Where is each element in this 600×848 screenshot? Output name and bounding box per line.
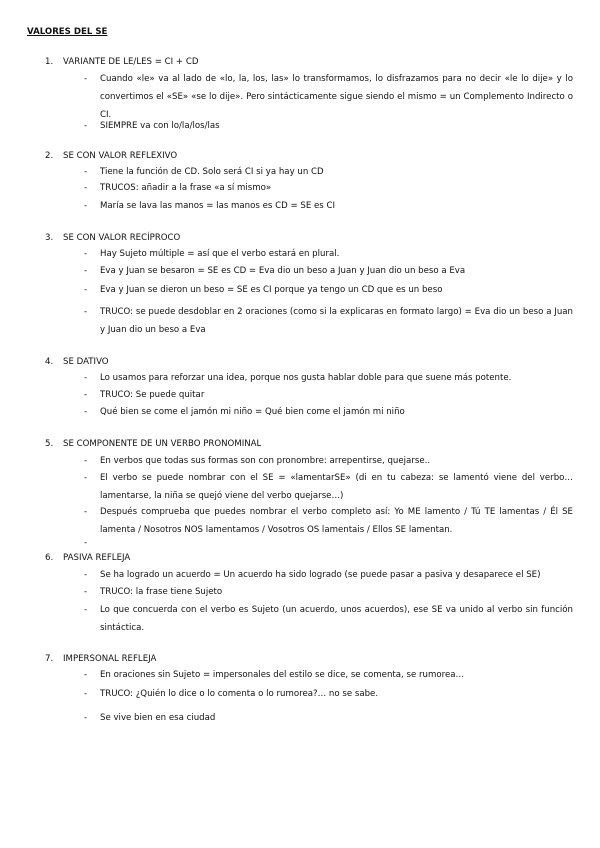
section-title: PASIVA REFLEJA [63,553,131,563]
list-item-text [100,537,573,549]
list-item-text: María se lava las manos = las manos es CD = SE es CI [100,201,336,211]
list-item-text: Cuando «le» va al lado de «lo, la, los, las» lo transformamos, lo disfrazamos para no decir «le lo dije» y lo convertimos el «SE» «se lo dije». Pero sintácticamente sigue siendo el mismo = un Complemento Indirecto o CI. [100,74,573,120]
list-item [84,669,573,681]
list-item [84,604,573,637]
list-item-text: Eva y Juan se dieron un beso = SE es CI porque ya tengo un CD que es un beso [100,285,443,295]
section-heading-6 [45,552,130,564]
list-item [84,248,573,260]
list-item-text: TRUCOS: añadir a la frase «a sí mismo» [100,183,272,193]
list-item [84,120,573,132]
bullet-dash: - [84,373,88,383]
list-item-text: Tiene la función de CD. Solo será CI si ya hay un CD [100,167,324,177]
section-title: SE CON VALOR REFLEXIVO [63,151,178,161]
list-item [84,306,573,339]
bullet-dash: - [84,507,88,517]
section-number: 7. [45,654,54,664]
section-heading-7 [45,653,156,665]
document-title: VALORES DEL SE [27,27,108,37]
section-heading-5 [45,438,261,450]
section-heading-2 [45,150,177,162]
list-item [84,265,573,277]
list-item-text: Eva y Juan se besaron = SE es CD = Eva dio un beso a Juan y Juan dio un beso a Eva [100,266,466,276]
bullet-dash: - [84,307,88,317]
list-item-text: El verbo se puede nombrar con el SE = «lamentarSE» (di en tu cabeza: se lamentó viene del verbo… lamentarse, la niña se quejó viene del verbo quejarse…) [100,473,573,501]
list-item [84,200,573,212]
list-item [84,182,573,194]
list-item-text: TRUCO: la frase tiene Sujeto [100,587,223,597]
bullet-dash: - [84,605,88,615]
bullet-dash: - [84,473,88,483]
bullet-dash: - [84,167,88,177]
bullet-dash: - [84,407,88,417]
bullet-dash: - [84,587,88,597]
list-item-text: Lo que concuerda con el verbo es Sujeto (un acuerdo, unos acuerdos), ese SE va unido al verbo sin función sintáctica. [100,605,573,633]
section-number: 4. [45,357,54,367]
list-item [84,472,573,505]
section-title: VARIANTE DE LE/LES = CI + CD [63,57,199,67]
list-item-text: Se vive bien en esa ciudad [100,713,216,723]
list-item [84,455,573,467]
bullet-dash: - [84,689,88,699]
section-title: IMPERSONAL REFLEJA [63,654,157,664]
section-title: SE COMPONENTE DE UN VERBO PRONOMINAL [63,439,262,449]
list-item-text: Qué bien se come el jamón mi niño = Qué bien come el jamón mi niño [100,407,405,417]
bullet-dash: - [84,201,88,211]
list-item-text: Lo usamos para reforzar una idea, porque nos gusta hablar doble para que suene más potente. [100,373,512,383]
section-number: 2. [45,151,54,161]
list-item [84,569,573,581]
section-title: SE CON VALOR RECÍPROCO [63,233,181,243]
bullet-dash: - [84,285,88,295]
bullet-dash: - [84,390,88,400]
list-item [84,406,573,418]
list-item-text: Hay Sujeto múltiple = así que el verbo estará en plural. [100,249,340,259]
bullet-dash: - [84,670,88,680]
list-item [84,712,573,724]
list-item [84,586,573,598]
bullet-dash: - [84,121,88,131]
section-number: 6. [45,553,54,563]
bullet-dash: - [84,74,88,84]
list-item-text: En oraciones sin Sujeto = impersonales del estilo se dice, se comenta, se rumorea… [100,670,465,680]
list-item-text: En verbos que todas sus formas son con pronombre: arrepentirse, quejarse.. [100,456,431,466]
list-item-text: Después comprueba que puedes nombrar el verbo completo así: Yo ME lamento / Tú TE lamentas / Él SE lamenta / Nosotros NOS lamentamos / Vosotros OS lamentais / Ellos SE lamentan. [100,507,573,535]
section-title: SE DATIVO [63,357,109,367]
bullet-dash: - [84,249,88,259]
bullet-dash: - [84,183,88,193]
bullet-dash: - [84,538,88,548]
list-item [84,166,573,178]
section-heading-1 [45,56,198,68]
list-item-text: TRUCO: Se puede quitar [100,390,205,400]
list-item-text: SIEMPRE va con lo/la/los/las [100,121,220,131]
section-heading-4 [45,356,109,368]
list-item-text: Se ha logrado un acuerdo = Un acuerdo ha sido logrado (se puede pasar a pasiva y desaparece el SE) [100,570,541,580]
section-number: 1. [45,57,54,67]
bullet-dash: - [84,266,88,276]
list-item-text: TRUCO: ¿Quién lo dice o lo comenta o lo rumorea?… no se sabe. [100,689,379,699]
list-item [84,284,573,296]
list-item [84,389,573,401]
list-item [84,506,573,539]
section-number: 3. [45,233,54,243]
list-item [84,73,573,124]
section-number: 5. [45,439,54,449]
bullet-dash: - [84,456,88,466]
section-heading-3 [45,232,180,244]
bullet-dash: - [84,570,88,580]
list-item-text: TRUCO: se puede desdoblar en 2 oraciones (como si la explicaras en formato largo) = Eva dio un beso a Juan y Juan dio un beso a Eva [100,307,573,335]
list-item [84,537,573,549]
list-item [84,688,573,700]
list-item [84,372,573,384]
bullet-dash: - [84,713,88,723]
